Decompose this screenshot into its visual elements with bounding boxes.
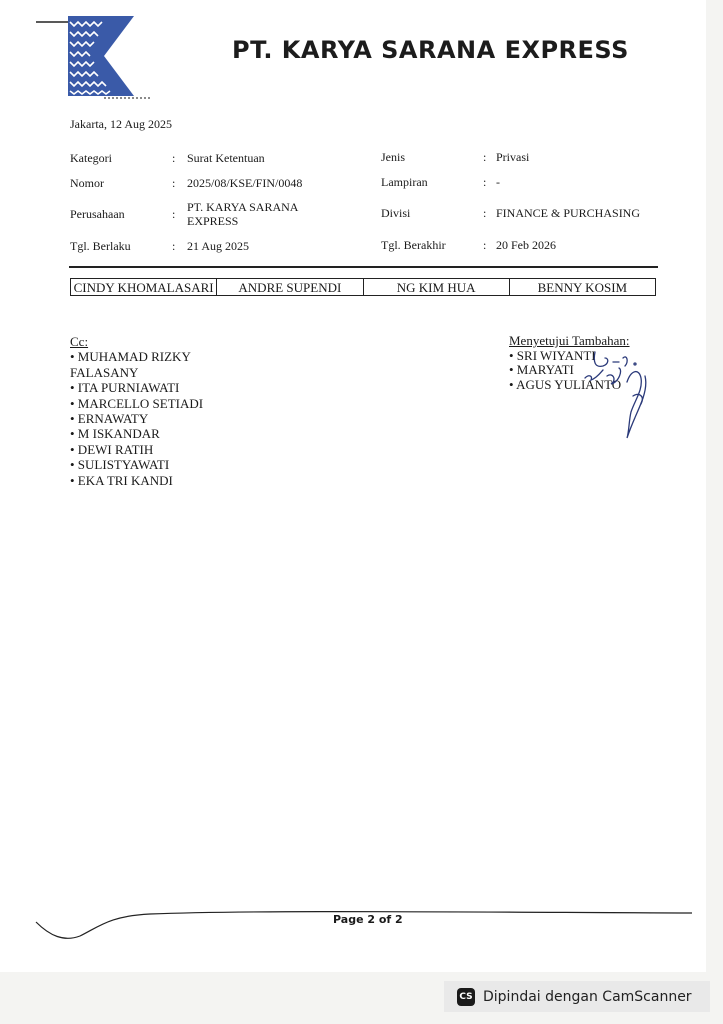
- lampiran-value: -: [496, 175, 500, 189]
- company-logo-icon: [34, 12, 154, 102]
- approval-heading: Menyetujui Tambahan:: [509, 333, 630, 348]
- list-item: • MARYATI: [509, 362, 574, 377]
- nomor-colon: :: [172, 176, 176, 190]
- cc-heading: Cc:: [70, 334, 89, 349]
- divider: [69, 266, 658, 268]
- tgl-berakhir-colon: :: [483, 238, 487, 252]
- lampiran-label: Lampiran: [381, 175, 428, 189]
- list-item: • DEWI RATIH: [70, 441, 154, 457]
- perusahaan-value-line1: PT. KARYA SARANA: [187, 200, 299, 214]
- tgl-berakhir-value: 20 Feb 2026: [496, 238, 556, 252]
- page-number: Page 2 of 2: [333, 913, 403, 926]
- scanner-text: Dipindai dengan CamScanner: [483, 988, 692, 1005]
- signatory-cell: CINDY KHOMALASARI: [71, 279, 217, 295]
- signatory-cell: NG KIM HUA: [364, 279, 510, 295]
- jenis-value: Privasi: [496, 150, 530, 164]
- perusahaan-label: Perusahaan: [70, 207, 125, 221]
- perusahaan-value-line2: EXPRESS: [187, 214, 239, 228]
- scanner-watermark: [444, 981, 710, 1012]
- list-item: FALASANY: [70, 364, 139, 380]
- nomor-label: Nomor: [70, 176, 104, 190]
- handwritten-signature-icon: [583, 340, 663, 445]
- jenis-label: Jenis: [381, 150, 405, 164]
- lampiran-colon: :: [483, 175, 487, 189]
- divisi-value: FINANCE & PURCHASING: [496, 206, 641, 220]
- tgl-berlaku-label: Tgl. Berlaku: [70, 239, 131, 253]
- kategori-colon: :: [172, 151, 176, 165]
- list-item: • ERNAWATY: [70, 411, 149, 427]
- jenis-colon: :: [483, 150, 487, 164]
- kategori-label: Kategori: [70, 151, 112, 165]
- list-item: • M ISKANDAR: [70, 426, 160, 442]
- tgl-berlaku-value: 21 Aug 2025: [187, 239, 250, 253]
- signatory-cell: BENNY KOSIM: [537, 280, 628, 295]
- list-item: • SRI WIYANTI: [509, 347, 596, 363]
- divisi-label: Divisi: [381, 206, 411, 220]
- list-item: • SULISTYAWATI: [70, 457, 170, 473]
- signatory-cell: ANDRE SUPENDI: [217, 279, 363, 295]
- list-item: • ITA PURNIAWATI: [70, 380, 180, 396]
- cc-list: [70, 334, 203, 488]
- list-item: • EKA TRI KANDI: [70, 472, 173, 488]
- list-item: • MUHAMAD RIZKY: [70, 349, 191, 365]
- list-item: • MARCELLO SETIADI: [70, 395, 204, 411]
- kategori-value: Surat Ketentuan: [187, 151, 265, 165]
- document-date: Jakarta, 12 Aug 2025: [70, 117, 172, 131]
- signatory-table: [70, 278, 656, 296]
- divisi-colon: :: [483, 206, 487, 220]
- camscanner-icon: CS: [457, 988, 475, 1006]
- tgl-berlaku-colon: :: [172, 239, 176, 253]
- list-item: • AGUS YULIANTO: [509, 376, 622, 392]
- perusahaan-colon: :: [172, 207, 176, 221]
- tgl-berakhir-label: Tgl. Berakhir: [381, 238, 446, 252]
- company-title: PT. KARYA SARANA EXPRESS: [232, 36, 629, 64]
- nomor-value: 2025/08/KSE/FIN/0048: [187, 176, 303, 190]
